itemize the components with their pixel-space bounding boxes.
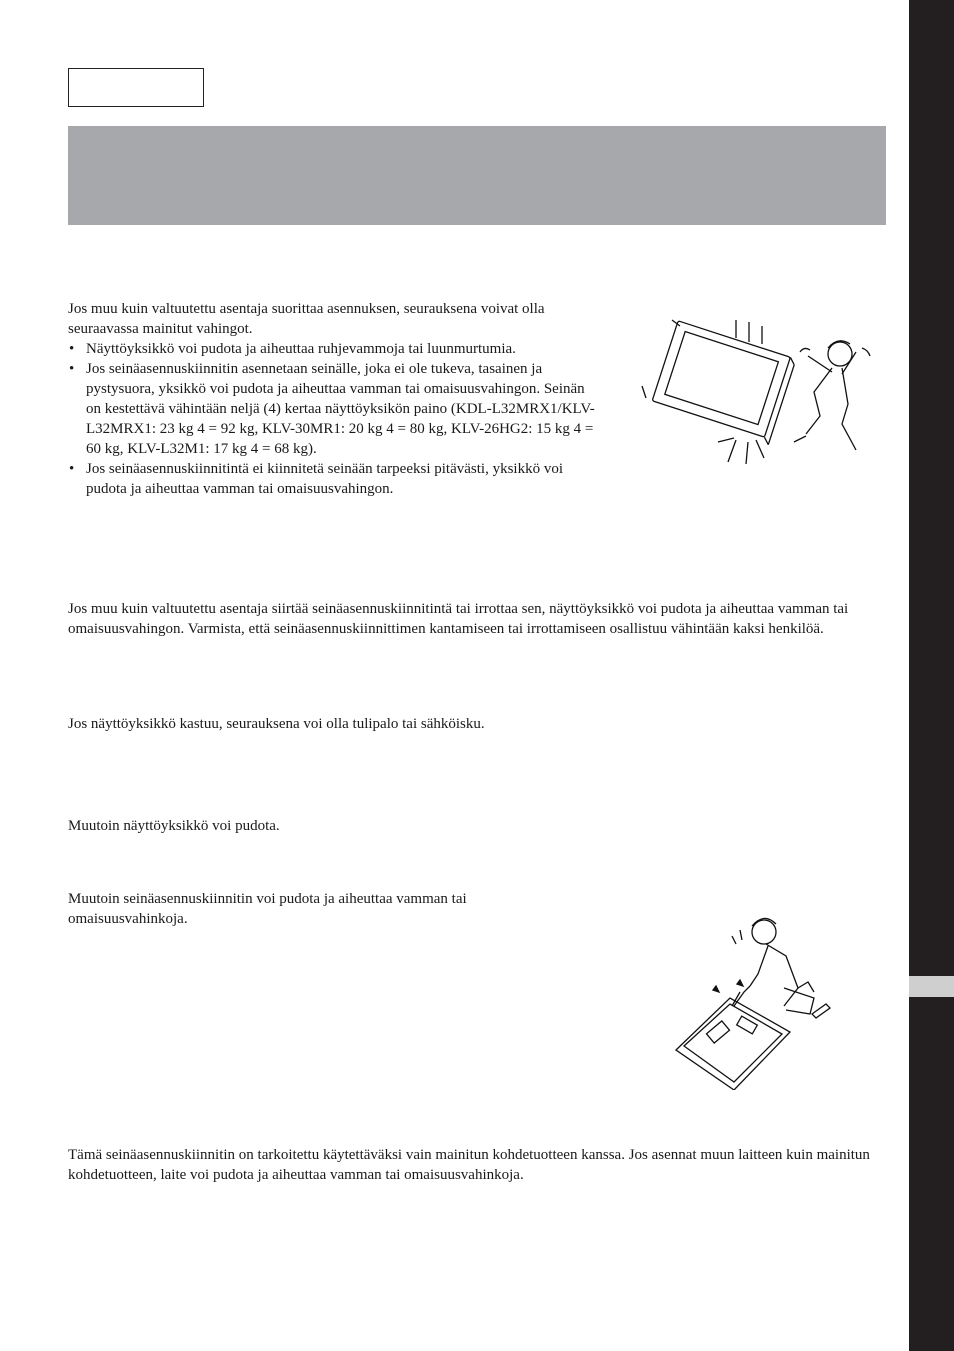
section1-intro: Jos muu kuin valtuutettu asentaja suorittaa asennuksen, seurauksena voivat olla seuraavassa mainitut vahingot.: [68, 301, 545, 337]
section6-text: Tämä seinäasennuskiinnitin on tarkoitettu käytettäväksi vain mainitun kohdetuotteen kanssa. Jos asennat muun laitteen kuin mainitun kohdetuotteen, laite voi pudota ja aiheuttaa vamman tai omaisuusvahinkoja.: [68, 1147, 870, 1183]
section1-bullet-list: [68, 339, 603, 499]
section1-bullet-3: • Jos seinäasennuskiinnitintä ei kiinnitetä seinään tarpeeksi pitävästi, yksikkö voi pudota ja aiheuttaa vamman tai omaisuusvahingon.: [68, 459, 603, 499]
falling-display-illustration: [636, 312, 876, 468]
side-tab-marker: [909, 976, 954, 997]
section2-text: Jos muu kuin valtuutettu asentaja siirtää seinäasennuskiinnitintä tai irrottaa sen, näyttöyksikkö voi pudota ja aiheuttaa vamman tai omaisuusvahingon. Varmista, että seinäasennuskiinnittimen kantamiseen tai irrottamiseen osallistuu vähintään kaksi henkilöä.: [68, 601, 849, 637]
installer-illustration: [672, 910, 838, 1090]
section4-text: Muutoin näyttöyksikkö voi pudota.: [68, 818, 280, 834]
title-banner: [68, 126, 886, 225]
section1-bullet-2: • Jos seinäasennuskiinnitin asennetaan seinälle, joka ei ole tukeva, tasainen ja pystysuora, yksikkö voi pudota ja aiheuttaa vamman tai omaisuusvahingon. Seinän on kestettävä vähintään neljä (4) kertaa näyttöyksikön paino (KDL-L32MRX1/KLV-L32MRX1: 23 kg 4 = 92 kg, KLV-30MR1: 20 kg 4 = 80 kg, KLV-26HG2: 15 kg 4 = 60 kg, KLV-L32M1: 17 kg 4 = 68 kg).: [68, 359, 603, 459]
section5-text: Muutoin seinäasennuskiinnitin voi pudota ja aiheuttaa vamman tai omaisuusvahinkoja.: [68, 891, 467, 927]
section1-bullet-1: • Näyttöyksikkö voi pudota ja aiheuttaa ruhjevammoja tai luunmurtumia.: [68, 339, 603, 359]
side-tab: [909, 0, 954, 1351]
section-unauthorized-installation: [68, 299, 603, 499]
section3-text: Jos näyttöyksikkö kastuu, seurauksena voi olla tulipalo tai sähköisku.: [68, 716, 485, 732]
header-label-box: [68, 68, 204, 107]
